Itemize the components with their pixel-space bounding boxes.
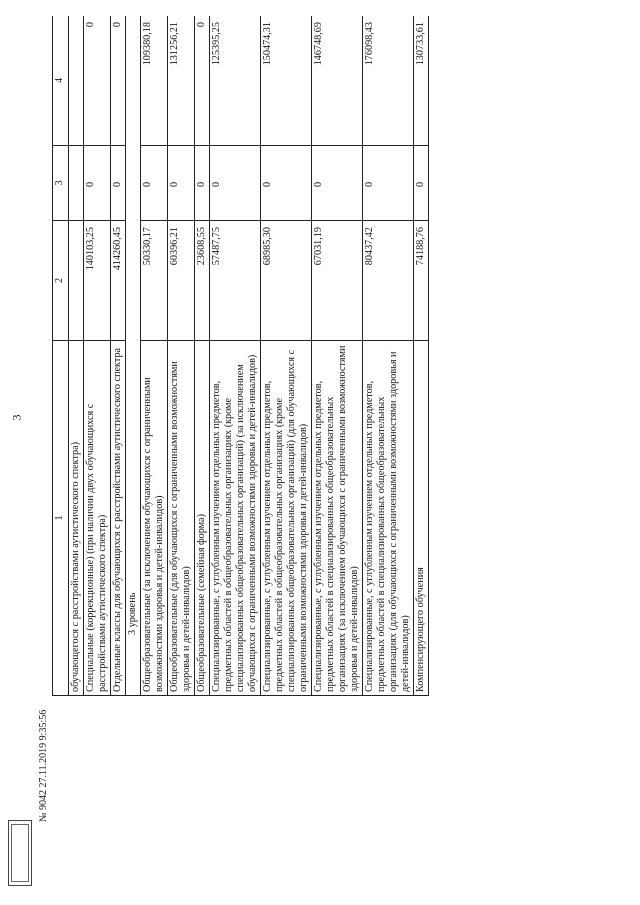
col2-value-cell: 67031,19 — [312, 221, 363, 341]
table-row — [69, 16, 84, 696]
stamp-inner-frame — [11, 824, 29, 882]
table-row — [168, 16, 195, 696]
col4-value-cell: 0 — [111, 16, 126, 146]
row-name-cell: Общеобразовательные (для обучающихся с ограниченными возможностями здоровья и детей-инвалидов) — [168, 341, 195, 696]
row-name-cell: Компенсирующего обучения — [414, 341, 429, 696]
col3-value-cell: 0 — [141, 146, 168, 221]
table-row — [261, 16, 312, 696]
row-name-cell: Специализированные, с углубленным изучением отдельных предметов, предметных областей в общеобразовательных организациях (кроме специализированных общеобразовательных организаций) (для обучающихся с ограниченными возможностями здоровья и детей-инвалидов) — [261, 341, 312, 696]
col3-value-cell: 0 — [210, 146, 261, 221]
col2-value-cell: 74188,76 — [414, 221, 429, 341]
col2-value-cell: 68985,30 — [261, 221, 312, 341]
col2-value-cell: 60396,21 — [168, 221, 195, 341]
table-row — [363, 16, 414, 696]
table-row — [414, 16, 429, 696]
table-row — [312, 16, 363, 696]
col4-value-cell: 150474,31 — [261, 16, 312, 146]
col4-value-cell: 131256,21 — [168, 16, 195, 146]
col3-value-cell: 0 — [84, 146, 111, 221]
col4-value-cell — [69, 16, 84, 146]
registration-stamp — [8, 820, 32, 886]
col2-value-cell: 57487,75 — [210, 221, 261, 341]
col3-value-cell: 0 — [312, 146, 363, 221]
row-name-cell: Общеобразовательные (семейная форма) — [195, 341, 210, 696]
page-number: 3 — [9, 414, 24, 421]
col4-value-cell: 125395,25 — [210, 16, 261, 146]
col3-value-cell: 0 — [414, 146, 429, 221]
row-name-cell: обучающегося с расстройствами аутистического спектра) — [69, 341, 84, 696]
col4-value-cell: 0 — [84, 16, 111, 146]
row-name-cell: Отдельные классы для обучающихся с расстройствами аутистического спектра — [111, 341, 126, 696]
col3-value-cell: 0 — [195, 146, 210, 221]
header-cell-3: 3 — [53, 146, 69, 221]
col3-value-cell: 0 — [111, 146, 126, 221]
table-row — [141, 16, 168, 696]
footer-doc-ref — [38, 602, 52, 822]
col2-value-cell: 50330,17 — [141, 221, 168, 341]
header-cell-1: 1 — [53, 341, 69, 696]
header-row — [53, 16, 69, 696]
col4-value-cell: 109380,18 — [141, 16, 168, 146]
header-cell-2: 2 — [53, 221, 69, 341]
col4-value-cell: 130733,61 — [414, 16, 429, 146]
col2-value-cell: 23608,55 — [195, 221, 210, 341]
col3-value-cell: 0 — [363, 146, 414, 221]
table-row — [210, 16, 261, 696]
level-row — [126, 16, 141, 696]
table-row — [195, 16, 210, 696]
row-name-cell: Общеобразовательные (за исключением обучающихся с ограниченными возможностями здоровья и детей-инвалидов) — [141, 341, 168, 696]
col2-value-cell: 140103,25 — [84, 221, 111, 341]
row-name-cell: Специализированные, с углубленным изучением отдельных предметов, предметных областей в общеобразовательных организациях (кроме специализированных общеобразовательных организаций) (за исключением обучающихся с ограниченными возможностями здоровья и детей-инвалидов) — [210, 341, 261, 696]
col2-value-cell: 414260,45 — [111, 221, 126, 341]
col3-value-cell: 0 — [168, 146, 195, 221]
table-row — [111, 16, 126, 696]
col4-value-cell: 176098,43 — [363, 16, 414, 146]
col3-value-cell — [69, 146, 84, 221]
col2-value-cell: 80437,42 — [363, 221, 414, 341]
table-body — [53, 16, 429, 696]
row-name-cell: Специальные (коррекционные) (при наличии двух обучающихся с расстройствами аутистического спектра) — [84, 341, 111, 696]
col4-value-cell: 0 — [195, 16, 210, 146]
cost-table — [52, 16, 429, 696]
col3-value-cell: 0 — [261, 146, 312, 221]
rotated-table-container — [52, 16, 612, 696]
col4-value-cell: 146748,69 — [312, 16, 363, 146]
table-frame — [52, 16, 612, 696]
row-name-cell: Специализированные, с углубленным изучением отдельных предметов, предметных областей в специализированных общеобразовательных организациях (для обучающихся с ограниченными возможностями здоровья и детей-инвалидов) — [363, 341, 414, 696]
table-row — [84, 16, 111, 696]
doc-ref-text: № 9042 27.11.2019 9:35:56 — [38, 709, 49, 822]
level-label: 3 уровень — [126, 16, 141, 696]
row-name-cell: Специализированные, с углубленным изучением отдельных предметов, предметных областей в специализированных общеобразовательных организациях (за исключением обучающихся с ограниченными возможностями здоровья и детей-инвалидов) — [312, 341, 363, 696]
header-cell-4: 4 — [53, 16, 69, 146]
col2-value-cell — [69, 221, 84, 341]
